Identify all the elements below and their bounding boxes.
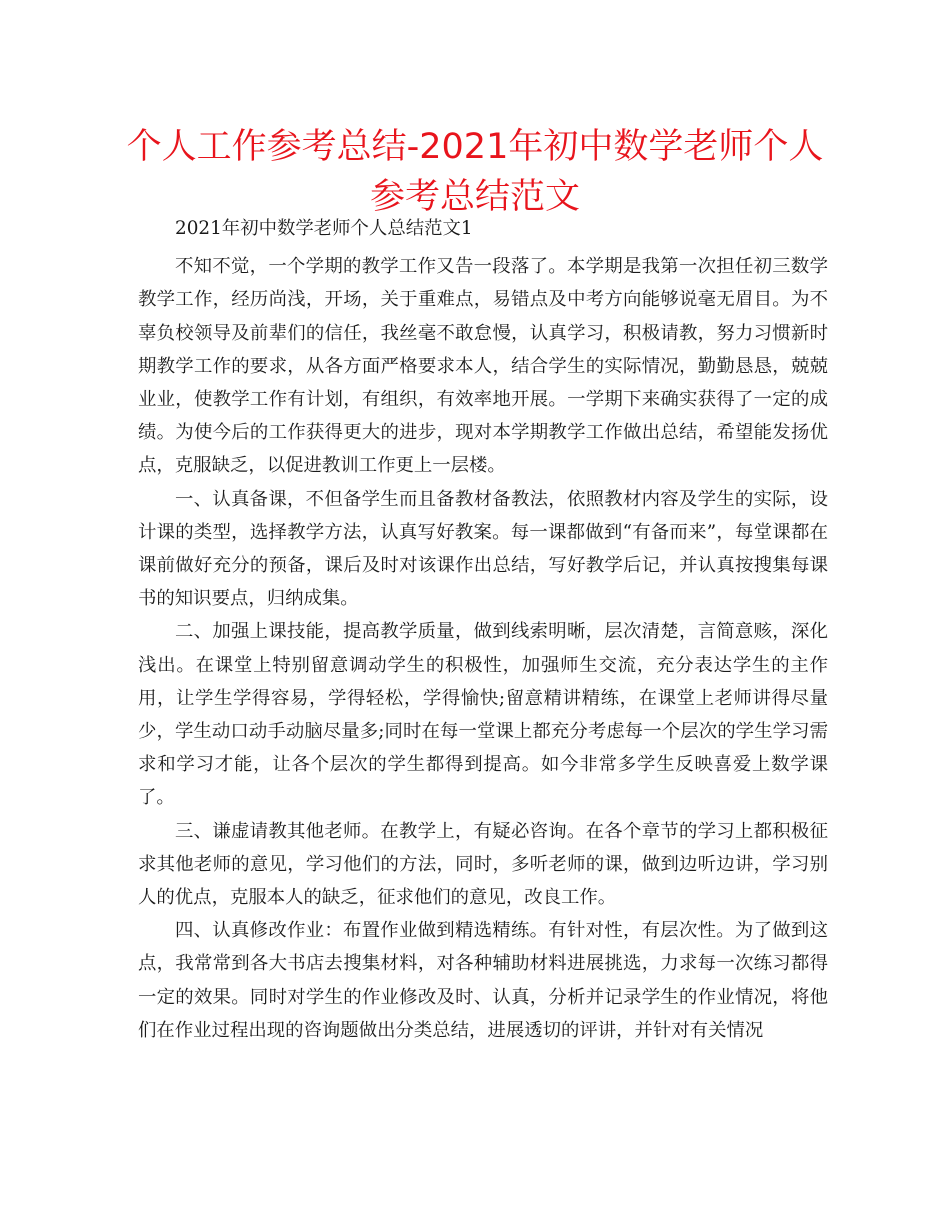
- paragraph-section-1: 一、认真备课，不但备学生而且备教材备教法，依照教材内容及学生的实际，设计课的类型，选择教学方法，认真写好教案。每一课都做到“有备而来”，每堂课都在课前做好充分的预备，课后及时对该课作出总结，写好教学后记，并认真按搜集每课书的知识要点，归纳成集。: [138, 488, 828, 610]
- paragraph-section-3: 三、谦虚请教其他老师。在教学上，有疑必咨询。在各个章节的学习上都积极征求其他老师的意见，学习他们的方法，同时，多听老师的课，做到边听边讲，学习别人的优点，克服本人的缺乏，征求他们的意见，改良工作。: [138, 820, 828, 909]
- document-title: 个人工作参考总结-2021年初中数学老师个人参考总结范文: [126, 127, 824, 217]
- document-subtitle: 2021年初中数学老师个人总结范文1: [175, 218, 473, 239]
- paragraph-intro: 不知不觉，一个学期的教学工作又告一段落了。本学期是我第一次担任初三数学教学工作，经历尚浅，开场，关于重难点，易错点及中考方向能够说毫无眉目。为不辜负校领导及前辈们的信任，我丝毫不敢怠慢，认真学习，积极请教，努力习惯新时期教学工作的要求，从各方面严格要求本人，结合学生的实际情况，勤勤恳恳，兢兢业业，使教学工作有计划，有组织，有效率地开展。一学期下来确实获得了一定的成绩。为使今后的工作获得更大的进步，现对本学期教学工作做出总结，希望能发扬优点，克服缺乏，以促进教训工作更上一层楼。: [138, 256, 828, 477]
- document-body: [138, 212, 828, 1047]
- paragraph-section-2: 二、加强上课技能，提高教学质量，做到线索明晰，层次清楚，言简意赅，深化浅出。在课堂上特别留意调动学生的积极性，加强师生交流，充分表达学生的主作用，让学生学得容易，学得轻松，学得愉快;留意精讲精练，在课堂上老师讲得尽量少，学生动口动手动脑尽量多;同时在每一堂课上都充分考虑每一个层次的学生学习需求和学习才能，让各个层次的学生都得到提高。如今非常多学生反映喜爱上数学课了。: [138, 621, 828, 809]
- paragraph-section-4: 四、认真修改作业：布置作业做到精选精练。有针对性，有层次性。为了做到这点，我常常到各大书店去搜集材料，对各种辅助材料进展挑选，力求每一次练习都得一定的效果。同时对学生的作业修改及时、认真，分析并记录学生的作业情况，将他们在作业过程出现的咨询题做出分类总结，进展透切的评讲，并针对有关情况: [138, 920, 828, 1041]
